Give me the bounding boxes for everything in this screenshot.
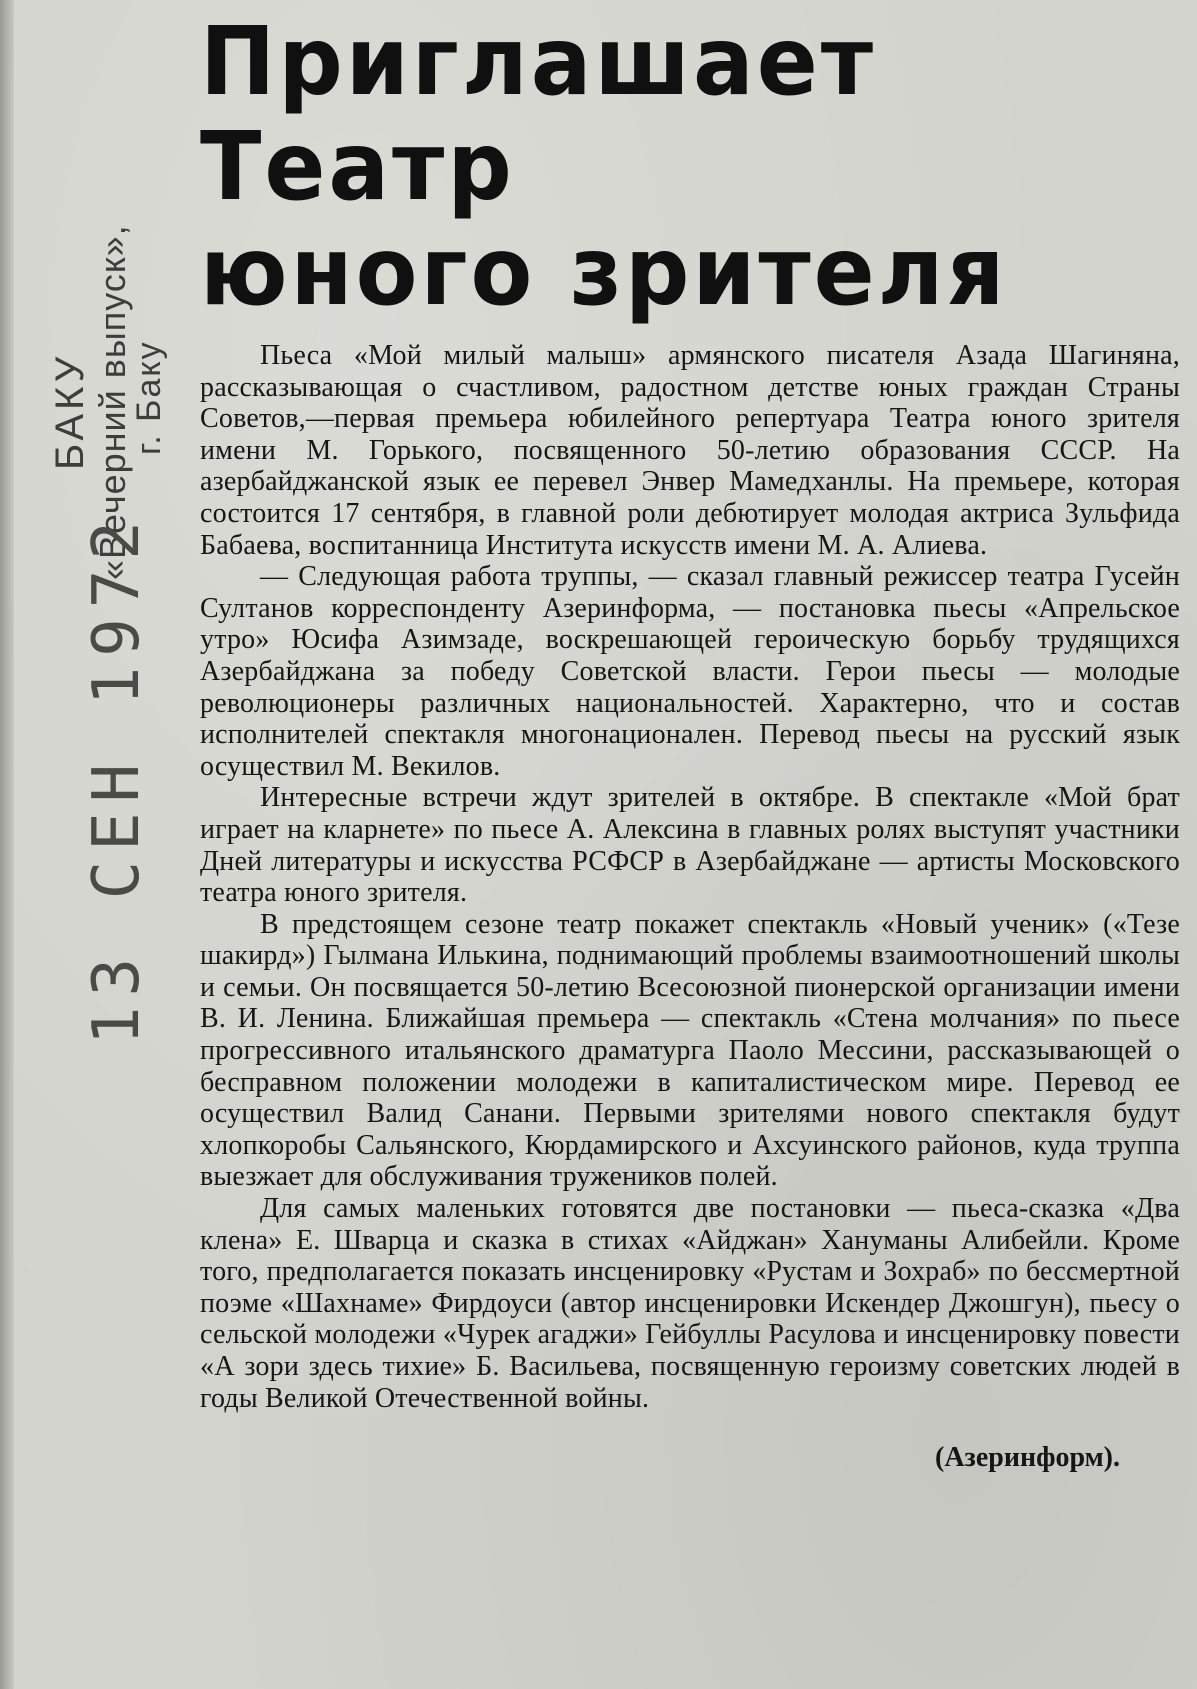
stamp-city: г. Баку	[130, 340, 168, 455]
headline-line-1: Приглашает Театр	[200, 6, 876, 223]
paragraph: — Следующая работа труппы, — сказал главный режиссер театра Гусейн Султанов корреспонденту Азеринформа, — постановка пьесы «Апрельское утро» Юсифа Азимзаде, воскрешающей героическую борьбу трудящихся Азербайджана за победу Советской власти. Герои пьесы — молодые революционеры различных национальностей. Характерно, что и состав исполнителей спектакля многонационален. Перевод пьесы на русский язык осуществил М. Векилов.	[200, 561, 1180, 782]
article-body	[200, 340, 1180, 1414]
headline	[200, 6, 1180, 328]
headline-line-2: юного зрителя	[200, 216, 1008, 328]
paragraph: Для самых маленьких готовятся две постановки — пьеса-сказка «Два клена» Е. Шварца и сказка в стихах «Айджан» Хануманы Алибейли. Кроме того, предполагается показать инсценировку «Рустам и Зохраб» по бессмертной поэме «Шахнаме» Фирдоуси (автор инсценировки Искендер Джошгун), пьесу о сельской молодежи «Чурек агаджи» Гейбуллы Расулова и инсценировку повести «А зори здесь тихие» Б. Васильева, посвященную героизму советских людей в годы Великой Отечественной войны.	[200, 1193, 1180, 1414]
paper-edge	[0, 0, 14, 1689]
stamp-city-top: БАКУ	[48, 352, 92, 470]
paragraph: Пьеса «Мой милый малыш» армянского писателя Азада Шагиняна, рассказывающая о счастливом, радостном детстве юных граждан Страны Советов,—первая премьера юбилейного репертуара Театра юного зрителя имени М. Горького, посвященного 50-летию образования СССР. На азербайджанской язык ее перевел Энвер Мамедханлы. На премьере, которая состоится 17 сентября, в главной роли дебютирует молодая актриса Зульфида Бабаева, воспитанница Института искусств имени М. А. Алиева.	[200, 340, 1180, 561]
date-stamp: 13 СЕН 1972	[80, 511, 154, 1045]
article	[200, 6, 1180, 1474]
paragraph: Интересные встречи ждут зрителей в октябре. В спектакле «Мой брат играет на кларнете» по пьесе А. Алексина в главных ролях выступят участники Дней литературы и искусства РСФСР в Азербайджане — артисты Московского театра юного зрителя.	[200, 782, 1180, 909]
paragraph: В предстоящем сезоне театр покажет спектакль «Новый ученик» («Тезе шакирд») Гылмана Илькина, поднимающий проблемы взаимоотношений школы и семьи. Он посвящается 50-летию Всесоюзной пионерской организации имени В. И. Ленина. Ближайшая премьера — спектакль «Стена молчания» по пьесе прогрессивного итальянского драматурга Паоло Мессини, рассказывающей о бесправном положении молодежи в капиталистическом мире. Перевод ее осуществил Валид Санани. Первыми зрителями нового спектакля будут хлопкоробы Сальянского, Кюрдамирского и Ахсуинского районов, куда труппа выезжает для обслуживания тружеников полей.	[200, 908, 1180, 1193]
stamp-publication: «Вечерний выпуск»,	[92, 224, 133, 580]
signature: (Азеринформ).	[935, 1442, 1120, 1474]
